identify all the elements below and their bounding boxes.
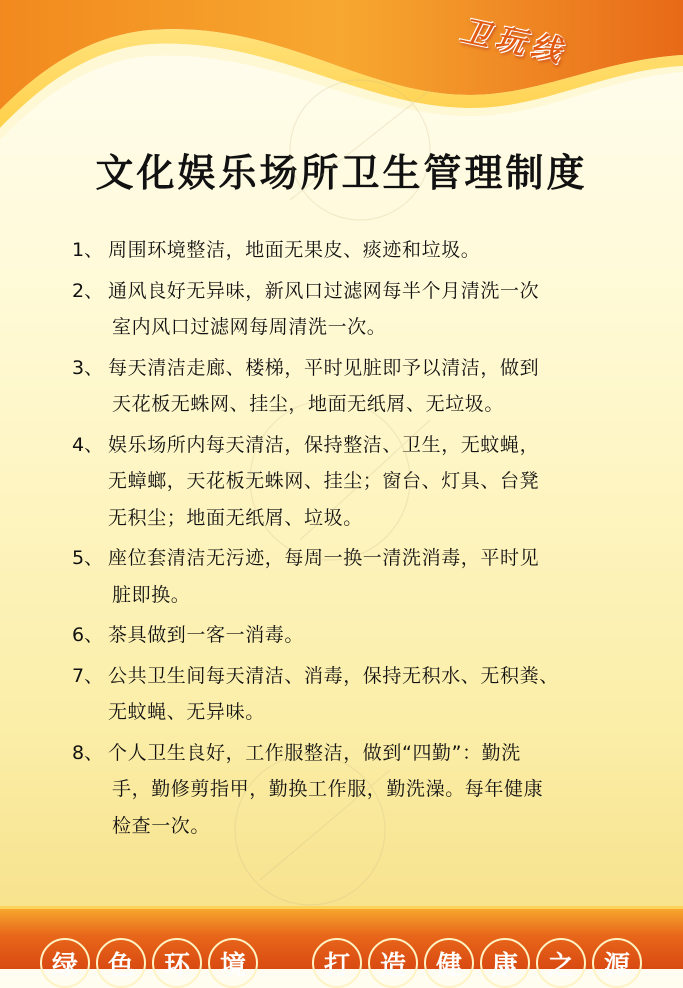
rule-line: 无蚊蝇、无异味。: [108, 701, 265, 723]
rule-item: [72, 735, 632, 845]
brand-logo-text: 卫玩线: [457, 13, 570, 71]
rule-item: [72, 658, 632, 731]
rule-item: [72, 617, 632, 654]
rule-line: 公共卫生间每天清洁、消毒，保持无积水、无积粪、: [108, 664, 559, 687]
rule-line: 茶具做到一客一消毒。: [108, 624, 305, 646]
slogan-char: 境: [208, 938, 258, 988]
rule-line: 检查一次。: [112, 814, 211, 837]
rule-line: 座位套清洁无污迹，每周一换一清洗消毒，平时见: [108, 547, 540, 569]
slogan-char: 环: [152, 938, 202, 988]
rule-number: 8、: [72, 741, 104, 764]
rule-line: 手，勤修剪指甲，勤换工作服，勤洗澡。每年健康: [112, 778, 544, 800]
slogan-char: 源: [592, 938, 642, 988]
rule-line: 娱乐场所内每天清洁，保持整洁、卫生，无蚊蝇，: [108, 433, 540, 456]
rule-number: 6、: [72, 624, 104, 646]
rule-line: 无蟑螂，天花板无蛛网、挂尘；窗台、灯具、台凳: [108, 470, 540, 492]
rules-list: [72, 232, 632, 848]
slogan-char: 康: [480, 938, 530, 988]
slogan-char: 健: [424, 938, 474, 988]
rule-line: 天花板无蛛网、挂尘，地面无纸屑、无垃圾。: [112, 393, 505, 415]
rule-number: 5、: [72, 547, 104, 569]
rule-item: [72, 427, 632, 537]
slogan-char: 绿: [40, 938, 90, 988]
rule-number: 4、: [72, 433, 104, 456]
footer-slogan: [40, 938, 680, 981]
rule-number: 1、: [72, 239, 104, 261]
rule-line: 通风良好无异味，新风口过滤网每半个月清洗一次: [108, 279, 540, 302]
rule-item: [72, 232, 632, 269]
page-title: 文化娱乐场所卫生管理制度: [95, 151, 588, 195]
slogan-char: 打: [312, 938, 362, 988]
rule-item: [72, 273, 632, 346]
rule-number: 7、: [72, 664, 104, 687]
slogan-char: 色: [96, 938, 146, 988]
rule-number: 2、: [72, 279, 104, 302]
slogan-char: 之: [536, 938, 586, 988]
rule-line: 无积尘；地面无纸屑、垃圾。: [108, 506, 363, 529]
rule-line: 每天清洁走廊、楼梯，平时见脏即予以清洁，做到: [108, 356, 540, 379]
rule-line: 个人卫生良好，工作服整洁，做到“四勤”：勤洗: [108, 741, 521, 764]
rule-line: 周围环境整洁，地面无果皮、痰迹和垃圾。: [108, 239, 481, 261]
rule-line: 脏即换。: [112, 583, 191, 606]
rule-number: 3、: [72, 356, 104, 379]
rule-item: [72, 350, 632, 423]
slogan-char: 造: [368, 938, 418, 988]
rule-item: [72, 540, 632, 613]
rule-line: 室内风口过滤网每周清洗一次。: [112, 316, 387, 338]
